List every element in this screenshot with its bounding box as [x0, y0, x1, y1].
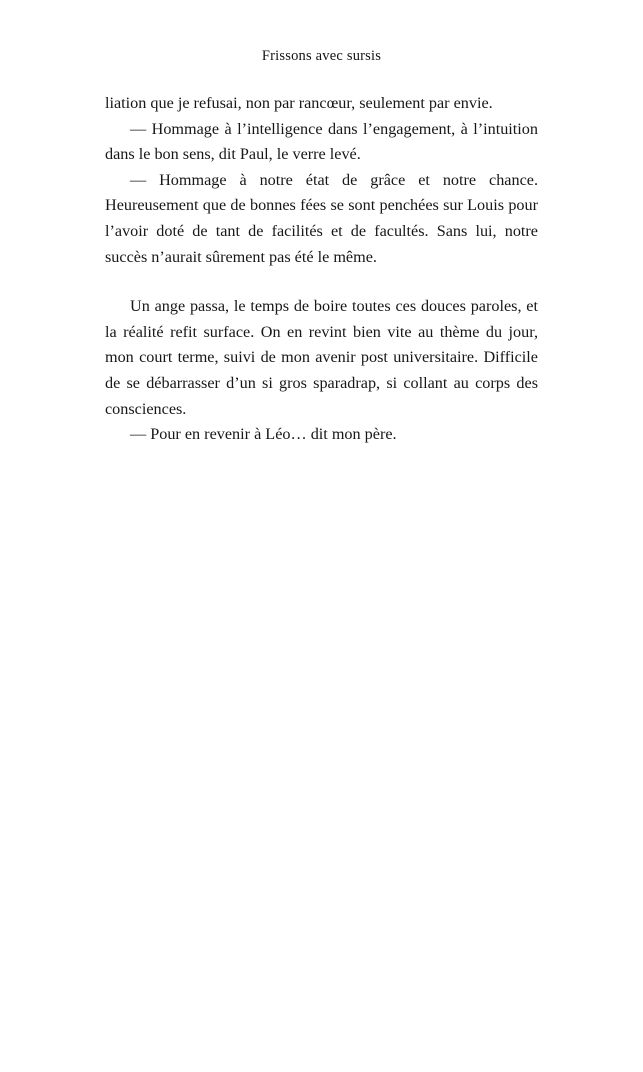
- paragraph: — Pour en revenir à Léo… dit mon père.: [130, 425, 397, 444]
- book-page: [0, 48, 643, 1072]
- paragraph: — Hommage à notre état de grâce et notre chance. Heureusement que de bonnes fées se sont penchées sur Louis pour l’avoir doté de tant de facilités et de facultés. Sans lui, notre succès n’aurait sûrement pas été le même.: [105, 170, 538, 266]
- paragraph: liation que je refusai, non par rancœur, seulement par envie.: [105, 94, 493, 112]
- paragraph: Un ange passa, le temps de boire toutes ces douces paroles, et la réalité refit surface. On en revint bien vite au thème du jour, mon court terme, suivi de mon avenir post universitaire. Difficile de se débarrasser d’un si gros sparadrap, si collant au corps des consciences.: [105, 297, 538, 418]
- body-text-block: [105, 91, 538, 448]
- running-head: Frissons avec sursis: [261, 48, 382, 64]
- paragraph: — Hommage à l’intelligence dans l’engagement, à l’intuition dans le bon sens, dit Paul, le verre levé.: [105, 119, 538, 164]
